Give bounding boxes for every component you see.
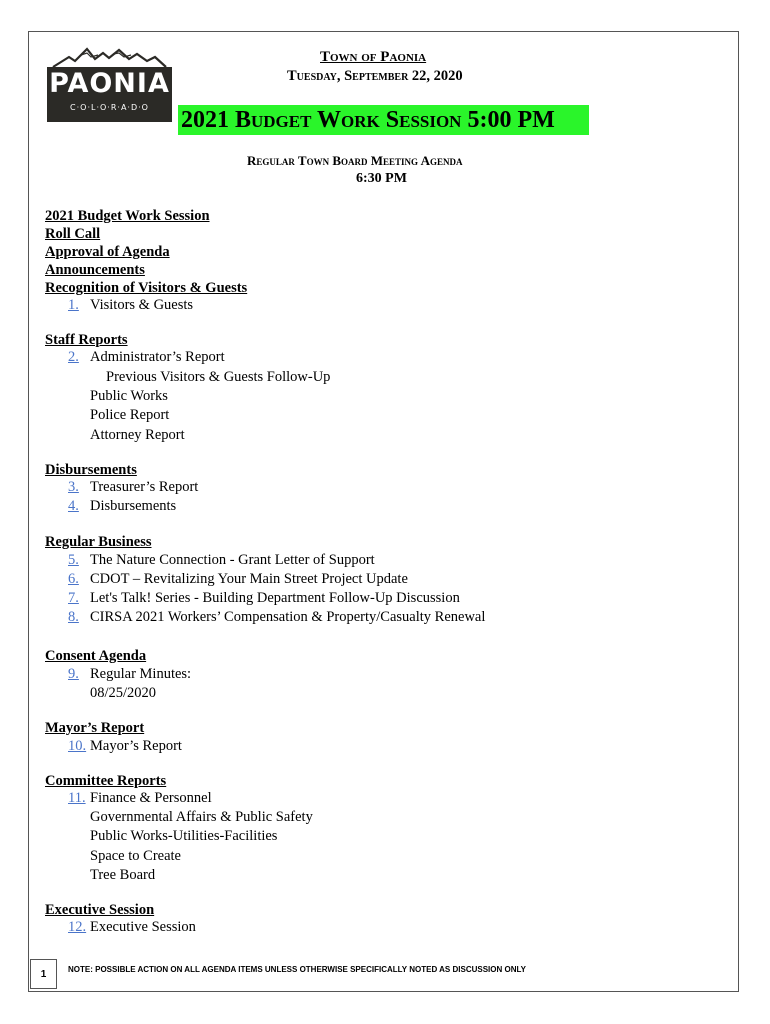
mountain-icon [51, 45, 168, 69]
heading-staff-reports: Staff Reports [45, 332, 128, 348]
heading-mayors-report: Mayor’s Report [45, 720, 145, 736]
agenda-subitem: Public Works [90, 388, 168, 404]
item-number-link[interactable]: 1. [68, 297, 79, 313]
item-number-link[interactable]: 7. [68, 590, 79, 606]
item-number-link[interactable]: 12. [68, 919, 87, 935]
paonia-logo [47, 45, 172, 122]
town-title: Town of Paonia [320, 49, 427, 65]
agenda-item: CIRSA 2021 Workers’ Compensation & Property/Casualty Renewal [90, 609, 486, 625]
agenda-item: Disbursements [90, 498, 177, 514]
heading-committee-reports: Committee Reports [45, 773, 167, 789]
item-number-link[interactable]: 6. [68, 571, 79, 587]
agenda-subitem: Governmental Affairs & Public Safety [90, 809, 313, 825]
logo-subtitle: C·O·L·O·R·A·D·O [70, 103, 149, 112]
agenda-subitem: 08/25/2020 [90, 685, 157, 701]
agenda-item: CDOT – Revitalizing Your Main Street Project Update [90, 571, 408, 587]
agenda-title: Regular Town Board Meeting Agenda [247, 153, 463, 168]
item-number-link[interactable]: 10. [68, 738, 87, 754]
heading-budget-session: 2021 Budget Work Session [45, 208, 210, 224]
page-number: 1 [30, 959, 57, 989]
agenda-item: Let's Talk! Series - Building Department Follow-Up Discussion [90, 590, 460, 606]
agenda-subitem: Previous Visitors & Guests Follow-Up [106, 369, 331, 385]
agenda-subitem: Police Report [90, 407, 170, 423]
agenda-time: 6:30 PM [356, 171, 407, 186]
heading-regular-business: Regular Business [45, 534, 152, 550]
item-number-link[interactable]: 9. [68, 666, 79, 682]
logo-wordmark: PAONIA [49, 68, 170, 99]
agenda-item: The Nature Connection - Grant Letter of Support [90, 552, 375, 568]
budget-session-title: 2021 Budget Work Session 5:00 PM [181, 107, 555, 133]
agenda-item: Regular Minutes: [90, 666, 192, 682]
heading-announcements: Announcements [45, 262, 145, 278]
item-number-link[interactable]: 4. [68, 498, 79, 514]
heading-executive-session: Executive Session [45, 902, 155, 918]
agenda-item: Treasurer’s Report [90, 479, 199, 495]
agenda-subitem: Public Works-Utilities-Facilities [90, 828, 278, 844]
heading-disbursements: Disbursements [45, 462, 137, 478]
heading-roll-call: Roll Call [45, 226, 101, 242]
item-number-link[interactable]: 2. [68, 349, 79, 365]
meeting-date: Tuesday, September 22, 2020 [287, 68, 463, 84]
footer-note: NOTE: POSSIBLE ACTION ON ALL AGENDA ITEMS UNLESS OTHERWISE SPECIFICALLY NOTED AS DISCUSSION ONLY [68, 965, 526, 974]
item-number-link[interactable]: 5. [68, 552, 79, 568]
agenda-subitem: Attorney Report [90, 427, 185, 443]
agenda-item: Mayor’s Report [90, 738, 182, 754]
agenda-item: Administrator’s Report [90, 349, 225, 365]
item-number-link[interactable]: 11. [68, 790, 86, 806]
item-number-link[interactable]: 3. [68, 479, 79, 495]
heading-consent-agenda: Consent Agenda [45, 648, 147, 664]
agenda-item: Executive Session [90, 919, 196, 935]
item-number-link[interactable]: 8. [68, 609, 79, 625]
heading-recognition: Recognition of Visitors & Guests [45, 280, 248, 296]
agenda-subitem: Space to Create [90, 848, 181, 864]
agenda-subitem: Tree Board [90, 867, 156, 883]
heading-approval: Approval of Agenda [45, 244, 170, 260]
agenda-item: Finance & Personnel [90, 790, 212, 806]
agenda-item: Visitors & Guests [90, 297, 194, 313]
